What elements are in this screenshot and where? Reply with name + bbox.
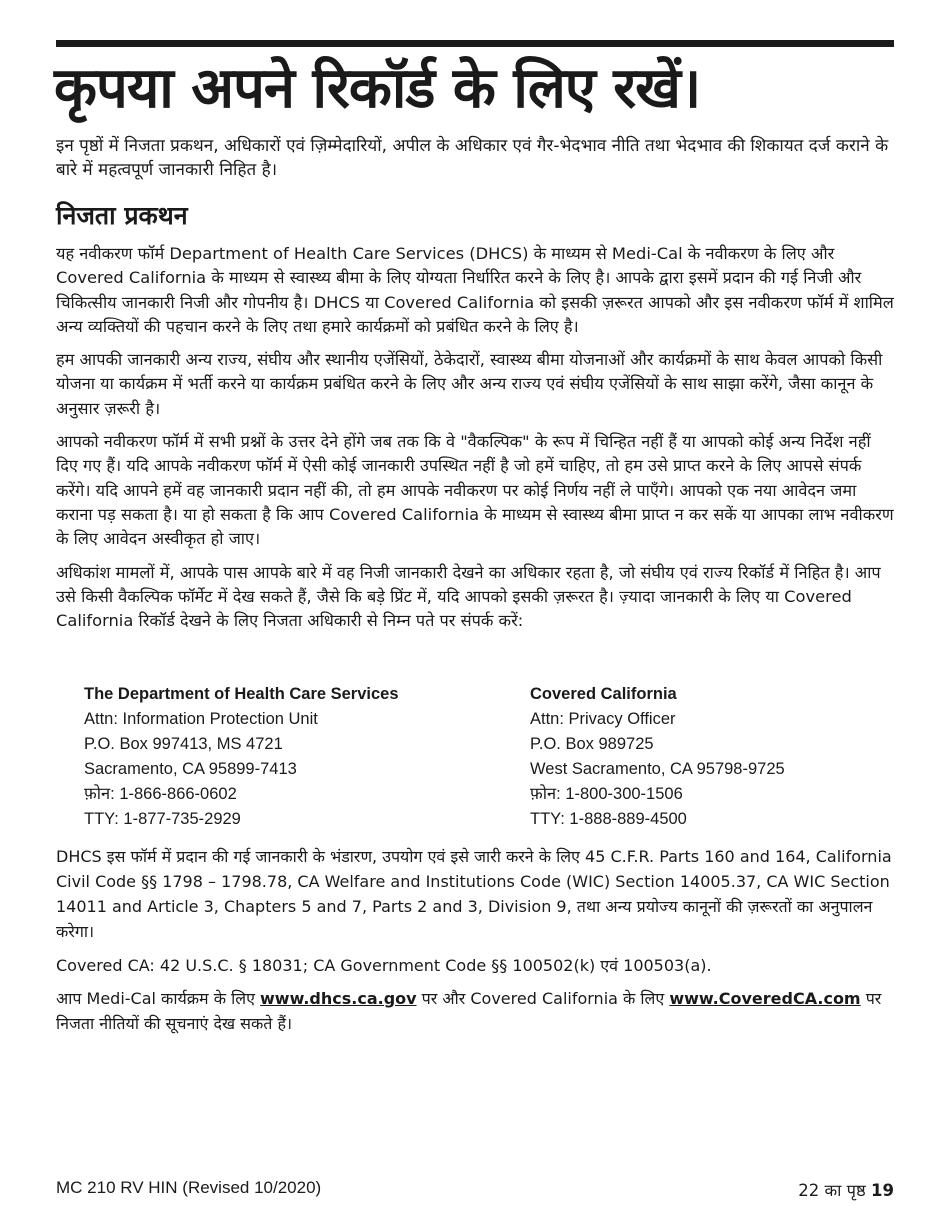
covered-california-address-block	[530, 682, 785, 832]
page-current: 19	[871, 1181, 894, 1200]
covered-legal-text: Covered CA: 42 U.S.C. § 18031; CA Government Code §§ 100502(k) एवं 100503(a).	[56, 956, 712, 975]
policy-links-text	[56, 986, 894, 1036]
address-city: Sacramento, CA 95899-7413	[84, 760, 297, 778]
address-attn: Attn: Information Protection Unit	[84, 710, 318, 728]
links-suffix: पर निजता नीतियों की सूचनाएं देख सकते हैं।	[56, 989, 882, 1033]
page-title: कृपया अपने रिकॉर्ड के लिए रखें।	[54, 56, 701, 121]
top-rule	[56, 40, 894, 47]
paragraph: हम आपकी जानकारी अन्य राज्य, संघीय और स्थानीय एजेंसियों, ठेकेदारों, स्वास्थ्य बीमा योजनाओं और कार्यक्रमों के साथ केवल आपको किसी योजना या कार्यक्रम में भर्ती करने या कार्यक्रम प्रबंधित करने के लिए और अन्य राज्य एवं संघीय एजेंसियों के साथ साझा करेंगे, जैसा कानून के अनुसार ज़रूरी है।	[56, 350, 883, 418]
page-prefix: 22 का पृष्ठ	[798, 1181, 872, 1200]
dhcs-address-block	[84, 682, 399, 832]
privacy-statement	[56, 242, 894, 642]
covered-ca-link[interactable]: www.CoveredCA.com	[669, 989, 861, 1008]
address-tty: TTY: 1-888-889-4500	[530, 810, 687, 828]
dhcs-link[interactable]: www.dhcs.ca.gov	[260, 989, 417, 1008]
address-phone: फ़ोन: 1-800-300-1506	[530, 785, 683, 803]
address-tty: TTY: 1-877-735-2929	[84, 810, 241, 828]
section-heading: निजता प्रकथन	[56, 201, 188, 230]
address-org: Covered California	[530, 685, 677, 703]
legal-section	[56, 844, 894, 1045]
address-city: West Sacramento, CA 95798-9725	[530, 760, 785, 778]
intro-text: इन पृष्ठों में निजता प्रकथन, अधिकारों एवं ज़िम्मेदारियों, अपील के अधिकार एवं गैर-भेदभाव नीति तथा भेदभाव की शिकायत दर्ज कराने के बारे में महत्वपूर्ण जानकारी निहित है।	[56, 136, 889, 180]
links-middle: पर और Covered California के लिए	[416, 989, 670, 1008]
dhcs-legal-text: DHCS इस फॉर्म में प्रदान की गई जानकारी के भंडारण, उपयोग एवं इसे जारी करने के लिए 45 C.F.R. Parts 160 and 164, California Civil Code §§ 1798 – 1798.78, CA Welfare and Institutions Code (WIC) Section 14005.37, CA WIC Section 14011 and Article 3, Chapters 5 and 7, Parts 2 and 3, Division 9, तथा अन्य प्रयोज्य कानूनों की ज़रूरतों का अनुपालन करेगा।	[56, 847, 892, 941]
page-number	[798, 1178, 894, 1201]
paragraph: आपको नवीकरण फॉर्म में सभी प्रश्नों के उत्तर देने होंगे जब तक कि वे "वैकल्पिक" के रूप में चिन्हित नहीं हैं या आपको कोई अन्य निर्देश नहीं दिए गए हैं। यदि आपके नवीकरण फॉर्म में ऐसी कोई जानकारी उपस्थित नहीं है जो हमें चाहिए, तो हम उसे प्राप्त करने के लिए आपसे संपर्क करेंगे। यदि आपने हमें वह जानकारी प्रदान नहीं की, तो हम आपके नवीकरण पर कोई निर्णय नहीं ले पाएँगे। आपको एक नया आवेदन जमा कराना पड़ सकता है। या हो सकता है कि आप Covered California के माध्यम से स्वास्थ्य बीमा प्राप्त न कर सकें या आपका लाभ नवीकरण के लिए आवेदन अस्वीकृत हो जाए।	[56, 432, 894, 549]
form-id: MC 210 RV HIN (Revised 10/2020)	[56, 1178, 322, 1197]
address-po-box: P.O. Box 997413, MS 4721	[84, 735, 283, 753]
address-po-box: P.O. Box 989725	[530, 735, 654, 753]
paragraph: अधिकांश मामलों में, आपके पास आपके बारे में वह निजी जानकारी देखने का अधिकार रहता है, जो संघीय एवं राज्य रिकॉर्ड में निहित है। आप उसे किसी वैकल्पिक फॉर्मेट में देख सकते हैं, जैसे कि बड़े प्रिंट में, यदि आपको इसकी ज़रूरत है। ज़्यादा जानकारी के लिए या Covered California रिकॉर्ड देखने के लिए निजता अधिकारी से निम्न पते पर संपर्क करें:	[56, 562, 881, 631]
paragraph: यह नवीकरण फॉर्म Department of Health Care Services (DHCS) के माध्यम से Medi-Cal के नवीकरण के लिए और Covered California के माध्यम से स्वास्थ्य बीमा के लिए योग्यता निर्धारित करने के लिए है। आपके द्वारा इसमें प्रदान की गई निजी और चिकित्सीय जानकारी निजी और गोपनीय है। DHCS या Covered California को इसकी ज़रूरत आपको और इस नवीकरण फॉर्म में शामिल अन्य व्यक्तियों की पहचान करने के लिए तथा हमारे कार्यक्रमों को प्रबंधित करने के लिए है।	[56, 244, 894, 336]
address-phone: फ़ोन: 1-866-866-0602	[84, 785, 237, 803]
address-attn: Attn: Privacy Officer	[530, 710, 676, 728]
address-org: The Department of Health Care Services	[84, 685, 399, 703]
links-prefix: आप Medi-Cal कार्यक्रम के लिए	[56, 989, 261, 1008]
